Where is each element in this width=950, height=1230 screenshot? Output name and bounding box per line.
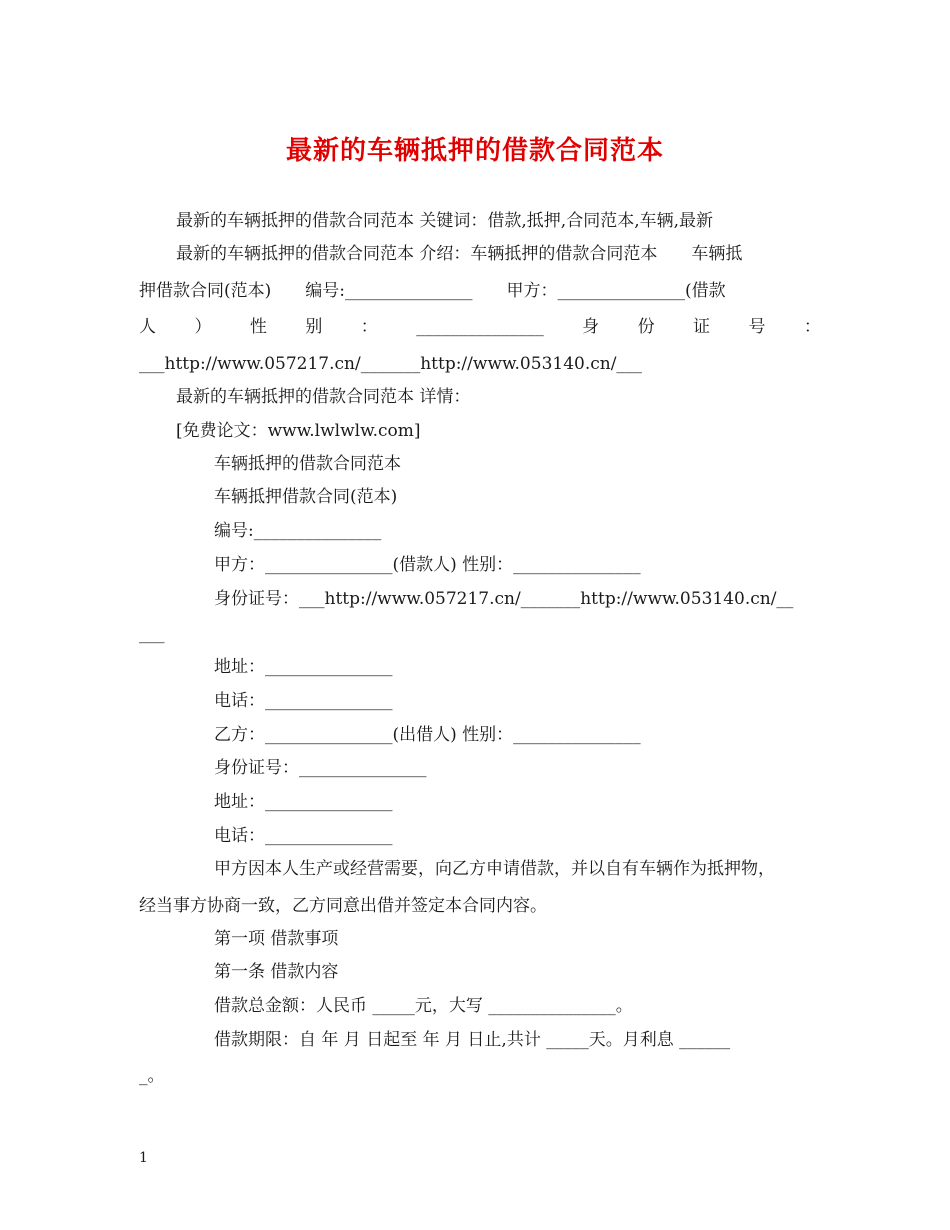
party-a-phone: 电话：_______________: [214, 691, 393, 711]
party-b-id: 身份证号：_______________: [214, 758, 427, 778]
keywords-line: 最新的车辆抵押的借款合同范本 关键词：借款,抵押,合同范本,车辆,最新: [176, 211, 714, 231]
contract-subheading: 车辆抵押借款合同(范本): [214, 487, 398, 507]
spread-char: ：: [803, 317, 821, 337]
free-paper-link: [免费论文：www.lwlwlw.com]: [176, 421, 421, 441]
details-line: 最新的车辆抵押的借款合同范本 详情：: [176, 387, 471, 407]
document-title: 最新的车辆抵押的借款合同范本: [285, 136, 664, 166]
contract-number: 编号:_______________: [214, 521, 382, 541]
section-heading: 第一项 借款事项: [214, 929, 339, 949]
loan-term-line: 借款期限：自 年 月 日起至 年 月 日止,共计 _____天。月利息 ______: [214, 1030, 731, 1050]
page-number: 1: [139, 1150, 148, 1166]
spread-char: 性: [249, 317, 267, 337]
spread-blank: _______________: [416, 317, 544, 337]
spread-char: 份: [637, 317, 655, 337]
party-b-line: 乙方：_______________(出借人) 性别：_______________: [214, 725, 641, 745]
party-a-id-line: 身份证号：___http://www.057217.cn/_______http://www.053140.cn/__: [214, 589, 794, 609]
intro-url-line: ___http://www.057217.cn/_______http://www.053140.cn/___: [139, 354, 642, 374]
intro-line: 最新的车辆抵押的借款合同范本 介绍：车辆抵押的借款合同范本 车辆抵: [176, 244, 743, 264]
loan-term-cont: _。: [139, 1066, 165, 1086]
intro-spread-line: [139, 317, 821, 337]
spread-char: ：: [360, 317, 378, 337]
party-b-phone: 电话：_______________: [214, 826, 393, 846]
spread-char: 人: [139, 317, 156, 337]
spread-char: ）: [194, 317, 212, 337]
party-b-address: 地址：_______________: [214, 792, 393, 812]
intro-line-cont: 押借款合同(范本) 编号:_______________ 甲方：_______________(借款: [139, 281, 726, 301]
party-a-id-cont: ___: [139, 624, 165, 644]
party-a-address: 地址：_______________: [214, 657, 393, 677]
body-paragraph-line1: 甲方因本人生产或经营需要，向乙方申请借款，并以自有车辆作为抵押物，: [214, 859, 775, 879]
spread-char: 号: [748, 317, 766, 337]
contract-heading: 车辆抵押的借款合同范本: [214, 454, 401, 474]
article-heading: 第一条 借款内容: [214, 962, 339, 982]
party-a-line: 甲方：_______________(借款人) 性别：_______________: [214, 555, 641, 575]
spread-char: 身: [582, 317, 600, 337]
loan-amount-line: 借款总金额：人民币 _____元，大写 _______________。: [214, 996, 633, 1016]
spread-char: 证: [693, 317, 710, 337]
spread-char: 别: [305, 317, 323, 337]
body-paragraph-line2: 经当事方协商一致，乙方同意出借并签定本合同内容。: [139, 896, 547, 916]
